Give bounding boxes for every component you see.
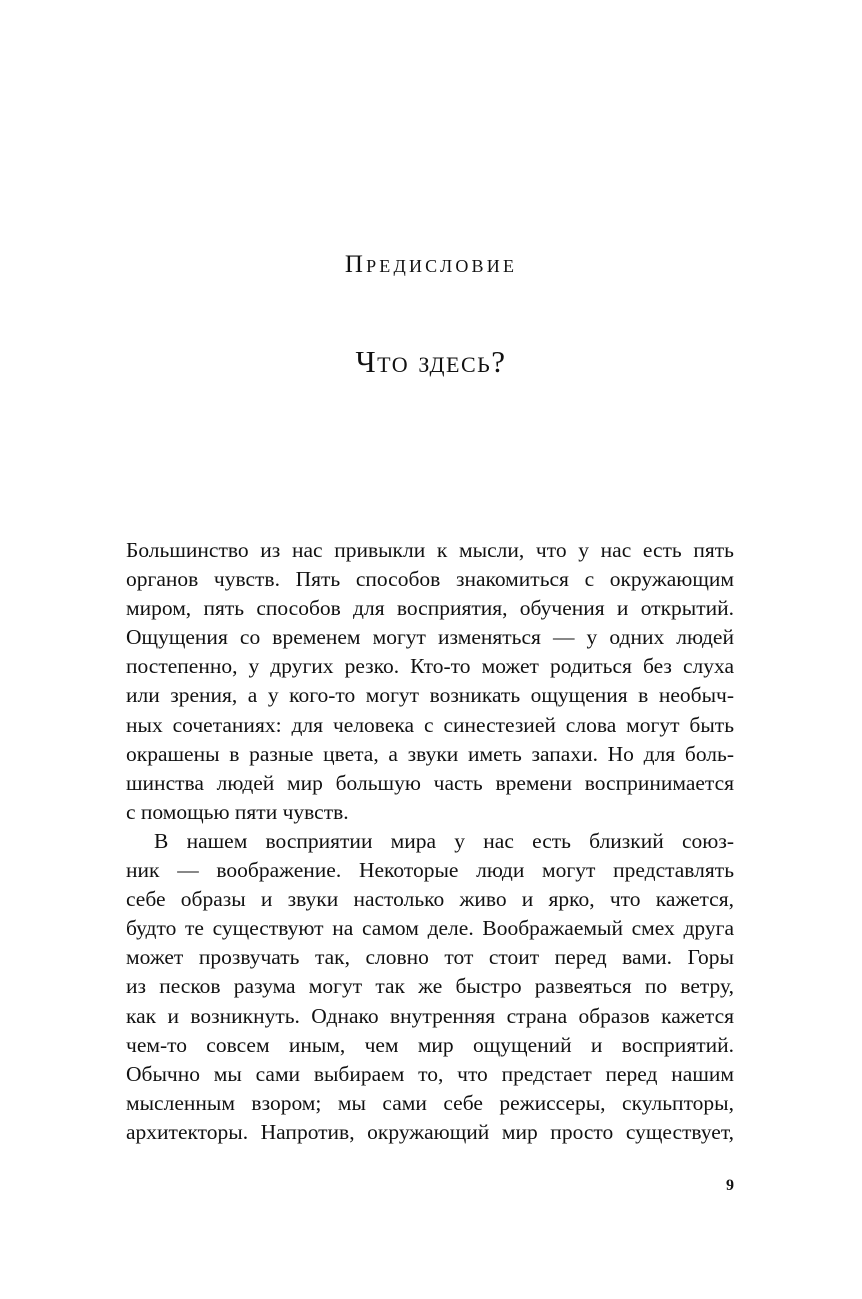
section-label: Предисловие [344,251,518,278]
text-line: окрашены в разные цвета, а звуки иметь запахи. Но для боль- [126,741,734,766]
text-line: архитекторы. Напротив, окружающий мир просто существует, [126,1119,734,1144]
text-line: Ощущения со временем могут изменяться — у одних людей [126,625,734,650]
paragraph-1 [126,536,734,827]
text-line: или зрения, а у кого-то могут возникать ощущения в необыч- [126,683,734,708]
text-line: миром, пять способов для восприятия, обучения и открытий. [126,596,734,621]
page-number: 9 [726,1177,734,1194]
paragraph-2 [126,827,734,1147]
text-line: ник — воображение. Некоторые люди могут представлять [126,858,734,883]
text-line: может прозвучать так, словно тот стоит перед вами. Горы [126,945,734,970]
text-line: ных сочетаниях: для человека с синестезией слова могут быть [126,712,734,737]
text-line: В нашем восприятии мира у нас есть близкий союз- [154,828,734,853]
text-line: постепенно, у других резко. Кто-то может родиться без слуха [126,654,734,679]
chapter-title: Что здесь? [355,344,507,379]
text-line: будто те существуют на самом деле. Воображаемый смех друга [126,916,734,941]
text-line: как и возникнуть. Однако внутренняя страна образов кажется [126,1003,734,1028]
text-line: чем-то совсем иным, чем мир ощущений и восприятий. [126,1032,734,1057]
text-line: мысленным взором; мы сами себе режиссеры, скульпторы, [126,1090,734,1115]
text-line: Обычно мы сами выбираем то, что предстает перед нашим [126,1061,734,1086]
body-text [126,536,734,1147]
text-line: Большинство из нас привыкли к мысли, что у нас есть пять [126,538,734,562]
text-line: с помощью пяти чувств. [126,799,349,824]
text-line: из песков разума могут так же быстро развеяться по ветру, [126,974,734,999]
text-line: шинства людей мир большую часть времени воспринимается [126,770,734,795]
text-line: органов чувств. Пять способов знакомиться с окружающим [126,567,734,592]
text-line: себе образы и звуки настолько живо и ярко, что кажется, [126,887,734,912]
